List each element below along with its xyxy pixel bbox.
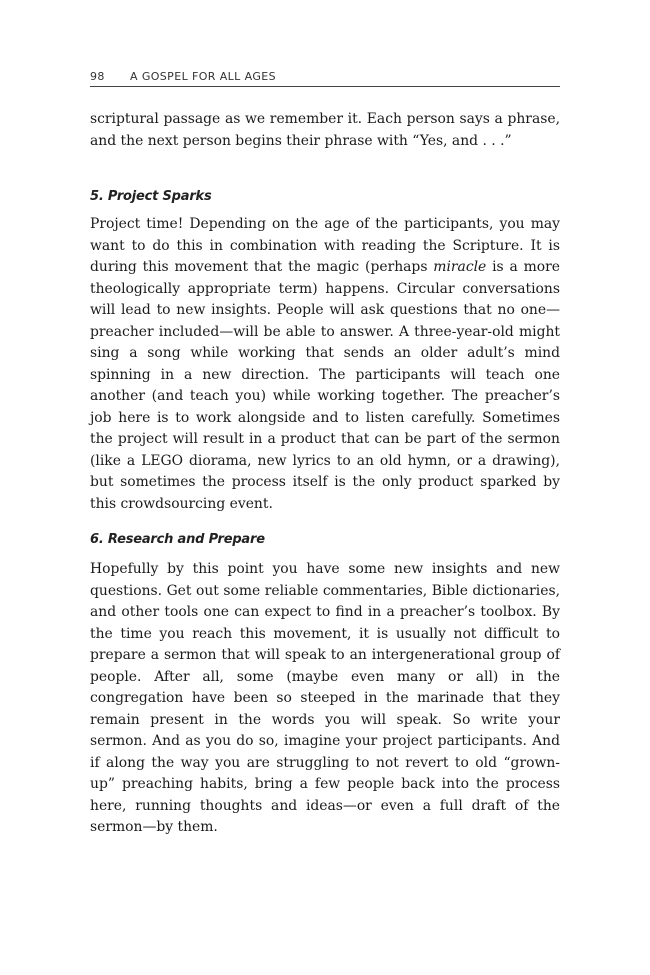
running-title: A GOSPEL FOR ALL AGES bbox=[130, 70, 276, 83]
paragraph-text: is a more theologically appropriate term) happens. Circular conversations will lead to new insights. People will ask questions that no one—preacher included—will be able to answer. A three-year-old might sing a song while working that sends an older adult’s mind spinning in a new direction. The participants will teach one another (and teach you) while working together. The preacher’s job here is to work alongside and to listen carefully. Sometimes the project will result in a product that can be part of the sermon (like a LEGO diorama, new lyrics to an old hymn, or a drawing), but sometimes the process itself is the only product sparked by this crowdsourcing event. bbox=[90, 259, 561, 512]
page-number: 98 bbox=[90, 70, 105, 83]
emphasized-word: miracle bbox=[433, 259, 487, 275]
page-header bbox=[90, 70, 560, 87]
section-heading-project-sparks: 5. Project Sparks bbox=[90, 189, 212, 204]
continued-paragraph: scriptural passage as we remember it. Each person says a phrase, and the next person begins their phrase with “Yes, and . . .” bbox=[90, 111, 560, 149]
paragraph-text: Project time! Depending on the age of the participants, you may want to do this in combination with reading the Scripture. It is during this movement that the magic (perhaps bbox=[90, 216, 560, 275]
research-and-prepare-paragraph: Hopefully by this point you have some new insights and new questions. Get out some reliable commentaries, Bible dictionaries, and other tools one can expect to find in a preacher’s toolbox. By the time you reach this movement, it is usually not difficult to prepare a sermon that will speak to an intergenerational group of people. After all, some (maybe even many or all) in the congregation have been so steeped in the marinade that they remain present in the words you will speak. So write your sermon. And as you do so, imagine your project participants. And if along the way you are struggling to not revert to old “grown-up” preaching habits, bring a few people back into the process here, running thoughts and ideas—or even a full draft of the sermon—by them. bbox=[90, 561, 560, 835]
section-heading-research-and-prepare: 6. Research and Prepare bbox=[90, 532, 265, 547]
project-sparks-paragraph bbox=[90, 214, 560, 515]
